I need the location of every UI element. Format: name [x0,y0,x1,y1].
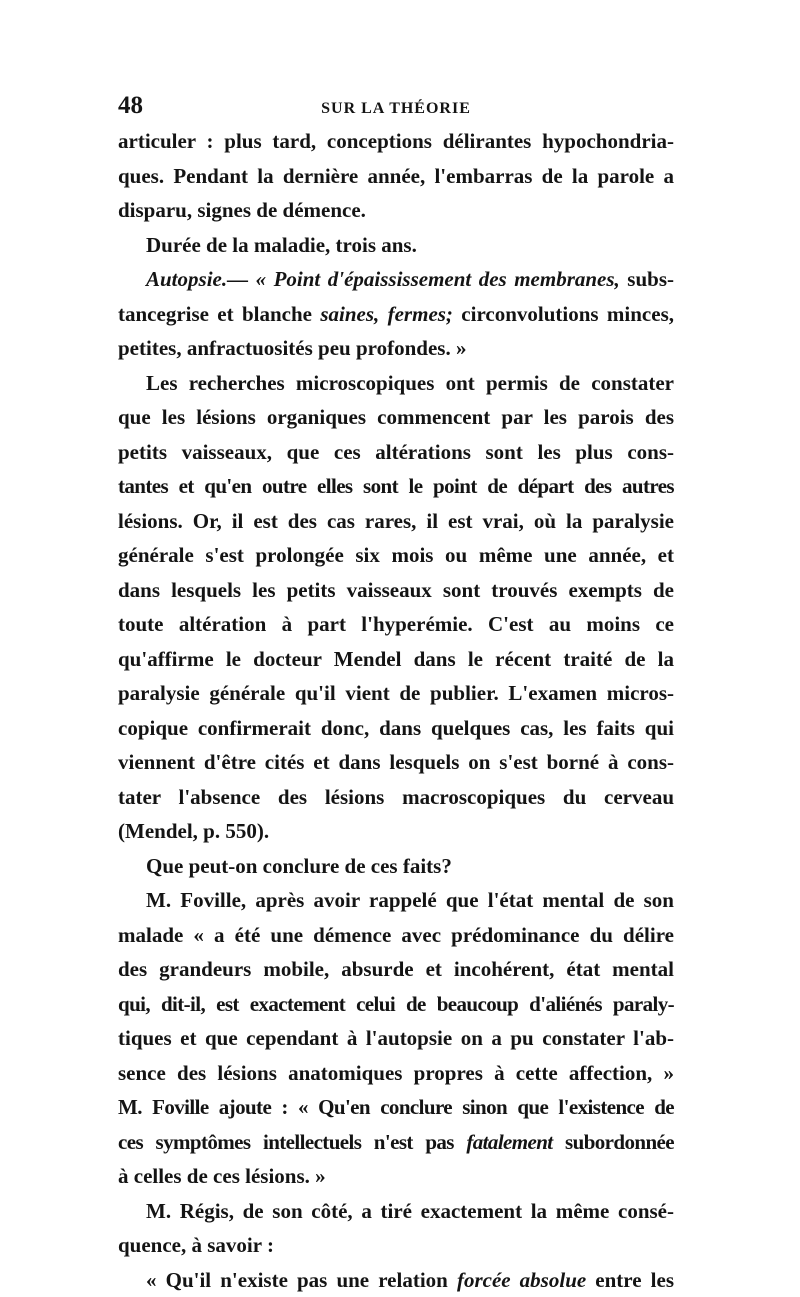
text-line: copique confirmerait donc, dans quelques cas, les faits qui [118,711,674,746]
paragraph [118,228,674,263]
text-line: qui, dit-il, est exactement celui de beaucoup d'aliénés paraly- [118,987,674,1022]
text-line: sence des lésions anatomiques propres à cette affection, » [118,1056,674,1091]
text-run: tancegrise et blanche [118,302,320,326]
text-line: articuler : plus tard, conceptions délirantes hypochondria- [118,124,674,159]
text-line: Les recherches microscopiques ont permis de constater [118,366,674,401]
text-line: des grandeurs mobile, absurde et incohérent, état mental [118,952,674,987]
text-line: (Mendel, p. 550). [118,814,674,849]
page-header [118,92,674,126]
text-run: entre les [586,1268,674,1292]
paragraph [118,883,674,1194]
text-line: lésions. Or, il est des cas rares, il est vrai, où la paralysie [118,504,674,539]
text-line: à celles de ces lésions. » [118,1159,674,1194]
text-line: générale s'est prolongée six mois ou même une année, et [118,538,674,573]
text-line: quence, à savoir : [118,1228,674,1263]
text-line: paralysie générale qu'il vient de publier. L'examen micros- [118,676,674,711]
text-line: M. Foville, après avoir rappelé que l'état mental de son [118,883,674,918]
text-line [118,262,674,297]
text-run: « Qu'il n'existe pas une relation [146,1268,457,1292]
italic-run: saines, fermes; [320,302,453,326]
page-number: 48 [118,92,143,120]
text-line: tiques et que cependant à l'autopsie on a pu constater l'ab- [118,1021,674,1056]
text-run: subs- [620,267,674,291]
paragraph [118,1194,674,1263]
running-head: SUR LA THÉORIE [118,100,674,118]
text-line: disparu, signes de démence. [118,193,674,228]
text-line: que les lésions organiques commencent par les parois des [118,400,674,435]
paragraph [118,124,674,228]
paragraph [118,1263,674,1297]
text-line: M. Foville ajoute : « Qu'en conclure sinon que l'existence de [118,1090,674,1125]
text-line [118,297,674,332]
paragraph [118,849,674,884]
text-line [118,1263,674,1297]
paragraph [118,262,674,366]
text-line: qu'affirme le docteur Mendel dans le récent traité de la [118,642,674,677]
text-line [118,1125,674,1160]
text-line: petites, anfractuosités peu profondes. » [118,331,674,366]
text-run: ces symptômes intellectuels n'est pas [118,1130,466,1154]
text-line: M. Régis, de son côté, a tiré exactement la même consé- [118,1194,674,1229]
italic-run: Autopsie.— « Point d'épaississement des membranes, [146,267,620,291]
text-line: dans lesquels les petits vaisseaux sont trouvés exempts de [118,573,674,608]
italic-run: forcée absolue [457,1268,586,1292]
text-line: viennent d'être cités et dans lesquels on s'est borné à cons- [118,745,674,780]
text-line: tantes et qu'en outre elles sont le point de départ des autres [118,469,674,504]
text-line: petits vaisseaux, que ces altérations sont les plus cons- [118,435,674,470]
text-line: malade « a été une démence avec prédominance du délire [118,918,674,953]
text-line: ques. Pendant la dernière année, l'embarras de la parole a [118,159,674,194]
text-run: circonvolutions minces, [453,302,674,326]
italic-run: fatalement [466,1130,552,1154]
text-line: tater l'absence des lésions macroscopiques du cerveau [118,780,674,815]
text-run: subordonnée [553,1130,674,1154]
text-line: toute altération à part l'hyperémie. C'est au moins ce [118,607,674,642]
body-text [118,124,674,1297]
text-line: Durée de la maladie, trois ans. [118,228,674,263]
text-line: Que peut-on conclure de ces faits? [118,849,674,884]
paragraph [118,366,674,849]
